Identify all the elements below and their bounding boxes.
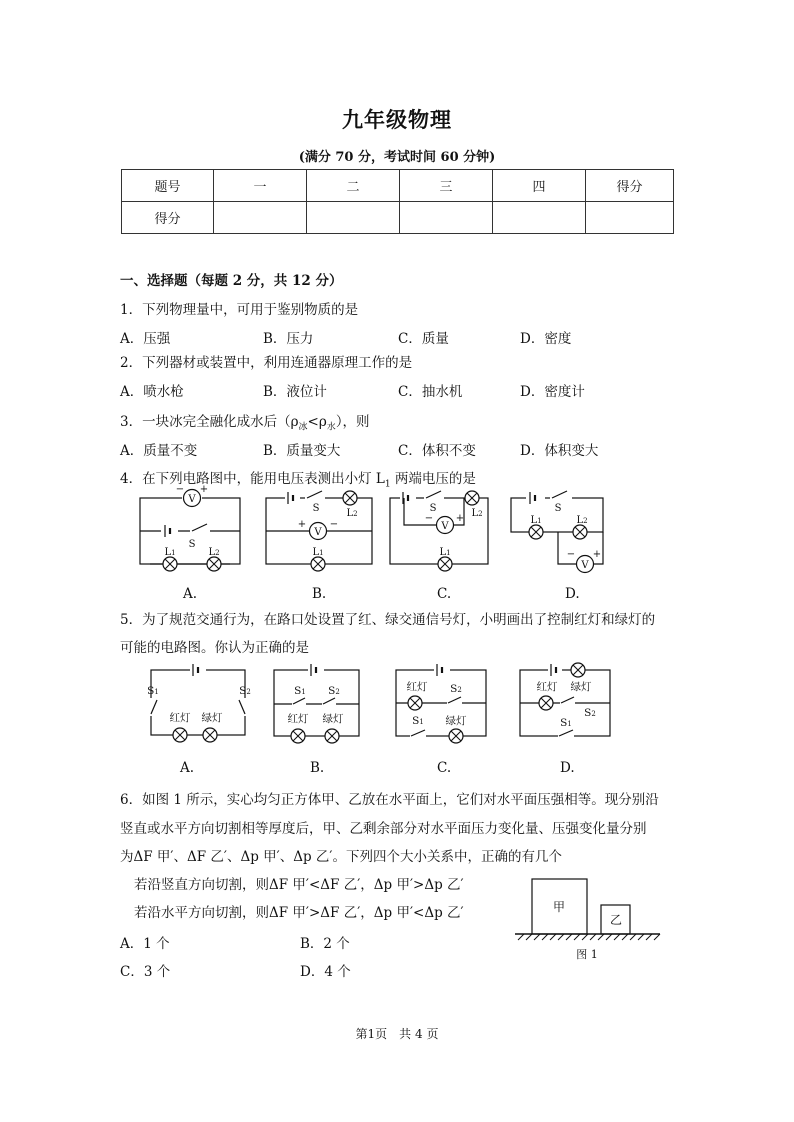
- switch-label: S2: [450, 683, 462, 695]
- circuit-4a[interactable]: [140, 498, 240, 564]
- question-6-line-3: 为ΔF 甲′、ΔF 乙′、Δp 甲′、Δp 乙′。下列四个大小关系中，正确的有几个: [120, 849, 562, 865]
- switch-label: S1: [412, 715, 424, 727]
- minus-label: −: [566, 549, 576, 560]
- switch-label: S: [188, 539, 196, 550]
- circuit-5a[interactable]: [151, 664, 245, 735]
- green-light-label: 绿灯: [201, 712, 223, 724]
- score-header-cell: 四: [493, 170, 586, 202]
- switch-label: S1: [147, 685, 159, 697]
- score-input-cell[interactable]: [493, 202, 586, 234]
- question-6-option-c[interactable]: C．3 个: [120, 964, 171, 980]
- page-subtitle: (满分 70 分，考试时间 60 分钟): [298, 150, 496, 165]
- question-5-option-c[interactable]: C.: [437, 760, 452, 776]
- question-4-option-a[interactable]: A.: [183, 586, 198, 602]
- red-light-label: 红灯: [169, 712, 191, 724]
- question-2-stem: 2．下列器材或装置中，利用连通器原理工作的是: [120, 355, 413, 371]
- circuit-5b[interactable]: [274, 664, 359, 736]
- section-heading: 一、选择题（每题 2 分，共 12 分）: [120, 273, 343, 289]
- question-5-line-2: 可能的电路图。你认为正确的是: [120, 640, 309, 656]
- page-title: 九年级物理: [342, 107, 452, 132]
- lamp-label: L1: [312, 547, 324, 558]
- score-input-cell[interactable]: [214, 202, 307, 234]
- green-light-label: 绿灯: [322, 713, 344, 725]
- question-6-option-a[interactable]: A．1 个: [120, 936, 170, 952]
- question-2-option-a[interactable]: A．喷水枪: [120, 384, 184, 400]
- red-light-label: 红灯: [536, 681, 558, 693]
- green-light-label: 绿灯: [570, 681, 592, 693]
- question-4-stem: 4．在下列电路图中，能用电压表测出小灯 $L_1$ 两端电压的是: [120, 471, 476, 490]
- score-header-cell: 题号: [122, 170, 214, 202]
- plus-label: +: [199, 484, 209, 495]
- plus-label: +: [297, 519, 307, 530]
- figure-1-cubes: [510, 875, 665, 965]
- question-3-option-c[interactable]: C．体积不变: [398, 443, 476, 459]
- score-input-cell[interactable]: [400, 202, 493, 234]
- question-6-option-d[interactable]: D．4 个: [300, 964, 351, 980]
- ground-hatching: [518, 934, 660, 940]
- switch-label: S1: [560, 717, 572, 729]
- cube-jia-label: 甲: [552, 900, 566, 914]
- question-6-option-b[interactable]: B．2 个: [300, 936, 350, 952]
- question-1-option-a[interactable]: A．压强: [120, 331, 171, 347]
- score-input-cell[interactable]: [586, 202, 674, 234]
- cube-yi-label: 乙: [609, 913, 623, 927]
- score-header-cell: 得分: [586, 170, 674, 202]
- switch-label: S2: [239, 685, 251, 697]
- circuit-4d[interactable]: [511, 491, 603, 564]
- question-4-circuit-figures: [0, 480, 794, 600]
- switch-label: S1: [294, 685, 306, 697]
- question-3-option-a[interactable]: A．质量不变: [120, 443, 198, 459]
- question-5-option-b[interactable]: B.: [310, 760, 325, 776]
- voltmeter-label: V: [314, 527, 322, 538]
- switch-label: S: [554, 503, 562, 514]
- question-6-line-2: 竖直或水平方向切割相等厚度后，甲、乙剩余部分对水平面压力变化量、压强变化量分别: [120, 821, 647, 837]
- switch-label: S: [312, 503, 320, 514]
- question-1-option-d[interactable]: D．密度: [520, 331, 572, 347]
- score-header-cell: 三: [400, 170, 493, 202]
- voltmeter-label: V: [441, 521, 449, 532]
- score-table-header-row: [122, 170, 674, 202]
- voltmeter-label: V: [188, 494, 196, 505]
- question-3-option-d[interactable]: D．体积变大: [520, 443, 599, 459]
- question-2-option-b[interactable]: B．液位计: [263, 384, 327, 400]
- switch-label: S: [429, 503, 437, 514]
- score-row-label: 得分: [122, 202, 214, 234]
- question-3-stem: 3．一块冰完全融化成水后$(\rho_冰<\rho_水)$，则: [120, 414, 370, 433]
- lamp-label: L2: [471, 508, 483, 519]
- lamp-label: L2: [576, 515, 588, 526]
- question-5-circuit-figures: [0, 655, 794, 755]
- lamp-label: L1: [164, 547, 176, 558]
- lamp-label: L2: [346, 508, 358, 519]
- figure-caption: 图 1: [576, 948, 598, 961]
- score-header-cell: 一: [214, 170, 307, 202]
- question-5-option-d[interactable]: D.: [560, 760, 575, 776]
- switch-label: S2: [328, 685, 340, 697]
- question-4-option-d[interactable]: D.: [565, 586, 580, 602]
- question-5-option-a[interactable]: A.: [180, 760, 195, 776]
- question-2-option-d[interactable]: D．密度计: [520, 384, 585, 400]
- plus-label: +: [455, 513, 465, 524]
- page-footer: 第1页 共 4 页: [355, 1027, 439, 1041]
- green-light-label: 绿灯: [445, 715, 467, 727]
- question-4-option-c[interactable]: C.: [437, 586, 452, 602]
- voltmeter-label: V: [581, 560, 589, 571]
- question-5-line-1: 5．为了规范交通行为，在路口处设置了红、绿交通信号灯，小明画出了控制红灯和绿灯的: [120, 612, 656, 628]
- lamp-label: L1: [439, 547, 451, 558]
- switch-label: S2: [584, 707, 596, 719]
- question-2-option-c[interactable]: C．抽水机: [398, 384, 463, 400]
- question-1-stem: 1．下列物理量中，可用于鉴别物质的是: [120, 302, 359, 318]
- minus-label: −: [424, 513, 434, 524]
- minus-label: −: [329, 519, 339, 530]
- question-6-statement-1: 若沿竖直方向切割，则ΔF 甲′<ΔF 乙′，Δp 甲′>Δp 乙′: [134, 877, 464, 893]
- question-1-option-c[interactable]: C．质量: [398, 331, 449, 347]
- question-3-option-b[interactable]: B．质量变大: [263, 443, 341, 459]
- score-table-score-row: [122, 202, 674, 234]
- question-4-option-b[interactable]: B.: [312, 586, 327, 602]
- lamp-label: L1: [530, 515, 542, 526]
- score-header-cell: 二: [307, 170, 400, 202]
- red-light-label: 红灯: [406, 681, 428, 693]
- score-table: [121, 169, 674, 234]
- question-6-statement-2: 若沿水平方向切割，则ΔF 甲′>ΔF 乙′，Δp 甲′<Δp 乙′: [134, 905, 464, 921]
- score-input-cell[interactable]: [307, 202, 400, 234]
- plus-label: +: [592, 549, 602, 560]
- minus-label: −: [175, 484, 185, 495]
- question-1-option-b[interactable]: B．压力: [263, 331, 314, 347]
- question-6-line-1: 6．如图 1 所示，实心均匀正方体甲、乙放在水平面上，它们对水平面压强相等。现分别沿: [120, 792, 659, 808]
- lamp-label: L2: [208, 547, 220, 558]
- red-light-label: 红灯: [287, 713, 309, 725]
